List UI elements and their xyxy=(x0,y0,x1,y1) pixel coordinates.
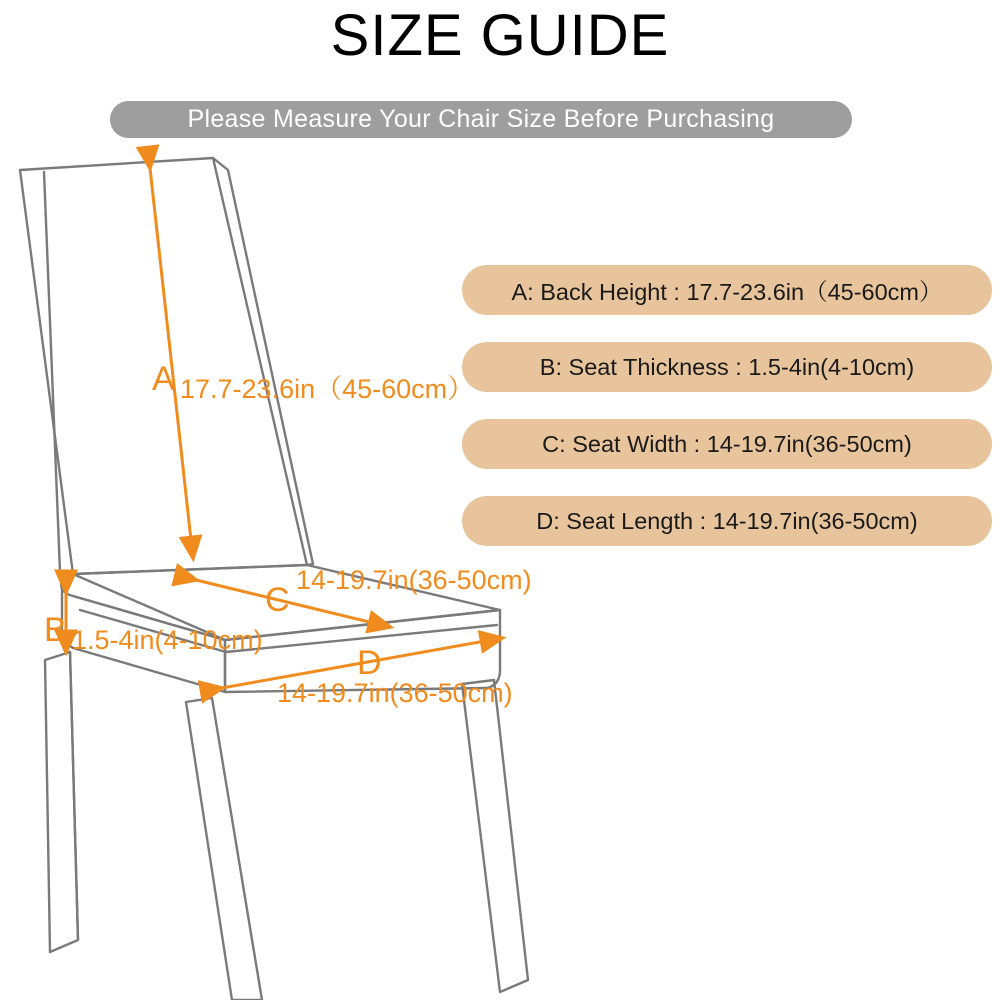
page-title: SIZE GUIDE xyxy=(330,3,670,68)
dim-value-a: 17.7-23.6in（45-60cm） xyxy=(180,374,475,404)
chair-diagram xyxy=(0,140,1000,1000)
dim-value-c: 14-19.7in(36-50cm) xyxy=(296,565,532,595)
legend-item-label: B: Seat Thickness : 1.5-4in(4-10cm) xyxy=(539,353,915,380)
legend-item-label: C: Seat Width : 14-19.7in(36-50cm) xyxy=(542,430,912,457)
dim-value-b: 1.5-4in(4-10cm) xyxy=(72,625,263,655)
dim-value-d: 14-19.7in(36-50cm) xyxy=(277,678,513,708)
subtitle-banner xyxy=(110,101,852,138)
dim-letter-c: C xyxy=(265,581,290,619)
legend-item-label: D: Seat Length : 14-19.7in(36-50cm) xyxy=(536,507,918,534)
dim-letter-d: D xyxy=(357,644,382,682)
dim-letter-a: A xyxy=(152,360,175,398)
subtitle-text: Please Measure Your Chair Size Before Purchasing xyxy=(187,105,775,133)
dim-letter-b: B xyxy=(44,611,67,649)
legend-item-label: A: Back Height : 17.7-23.6in（45-60cm） xyxy=(511,279,943,305)
